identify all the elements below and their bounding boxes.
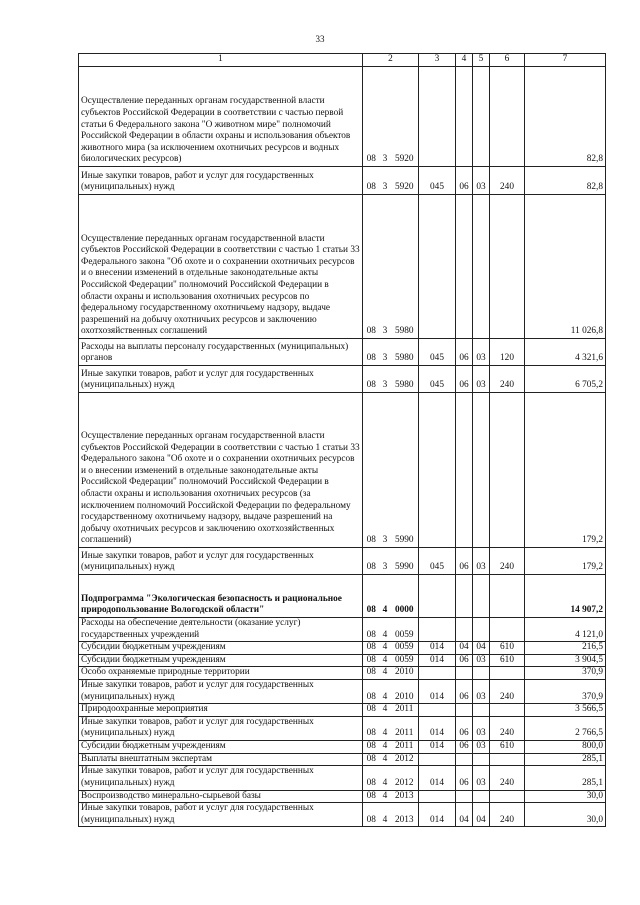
code-section: 08 (363, 548, 380, 575)
code-expense-type: 120 (490, 339, 525, 366)
code-section: 08 (363, 667, 380, 680)
code-section: 08 (363, 67, 380, 167)
code-direction: 2011 (391, 704, 419, 717)
code-section: 08 (363, 195, 380, 339)
code-section: 08 (363, 704, 380, 717)
code-expense-type (490, 67, 525, 167)
table-body (79, 67, 606, 827)
row-name: Осуществление переданных органам государственной власти субъектов Российской Федерации в соответствии с частью 1 статьи 33 Федерального закона "Об охоте и о сохранении охотничьих ресурсов и о внесении изменений в отдельные законодательные акты Российской Федерации" полномочий Российской Федерации в области охраны и использования охотничьих ресурсов (за исключением полномочий Российской Федерации по федеральному государственному охотничьему надзору, выдаче разрешений на добычу охотничьих ресурсов и заключению охотхозяйственных соглашений) (79, 393, 363, 548)
code-division (456, 195, 473, 339)
code-expense-type (490, 618, 525, 642)
row-amount: 370,9 (525, 680, 606, 704)
table-row (79, 790, 606, 803)
row-amount: 30,0 (525, 790, 606, 803)
row-amount: 6 705,2 (525, 366, 606, 393)
code-admin (419, 195, 456, 339)
code-admin: 014 (419, 716, 456, 740)
table-row (79, 667, 606, 680)
row-name: Иные закупки товаров, работ и услуг для государственных (муниципальных) нужд (79, 716, 363, 740)
row-name: Иные закупки товаров, работ и услуг для государственных (муниципальных) нужд (79, 680, 363, 704)
row-amount: 179,2 (525, 548, 606, 575)
code-subdivision: 03 (473, 366, 490, 393)
code-direction: 5920 (391, 167, 419, 195)
code-division (456, 790, 473, 803)
table-row (79, 618, 606, 642)
code-subdivision (473, 195, 490, 339)
row-name: Осуществление переданных органам государственной власти субъектов Российской Федерации в соответствии с частью первой статьи 6 Федерального закона "О животном мире" полномочий Российской Федерации в области охраны и использования объектов животного мира (за исключением охотничьих ресурсов и водных биологических ресурсов) (79, 67, 363, 167)
code-subprogram: 3 (380, 167, 391, 195)
code-expense-type (490, 753, 525, 766)
code-section: 08 (363, 716, 380, 740)
table-row (79, 803, 606, 827)
table-header-row (79, 54, 606, 67)
code-expense-type: 240 (490, 548, 525, 575)
code-division: 06 (456, 680, 473, 704)
row-amount: 3 566,5 (525, 704, 606, 717)
code-subdivision (473, 753, 490, 766)
code-subprogram: 3 (380, 67, 391, 167)
code-subdivision: 03 (473, 548, 490, 575)
table-row (79, 704, 606, 717)
code-subdivision: 03 (473, 680, 490, 704)
code-subprogram: 4 (380, 741, 391, 754)
row-amount: 216,5 (525, 642, 606, 655)
code-direction: 0059 (391, 642, 419, 655)
row-amount: 285,1 (525, 766, 606, 790)
code-direction: 5980 (391, 366, 419, 393)
code-subdivision: 03 (473, 167, 490, 195)
code-subprogram: 3 (380, 366, 391, 393)
code-division (456, 393, 473, 548)
code-admin (419, 704, 456, 717)
code-section: 08 (363, 803, 380, 827)
code-expense-type: 240 (490, 766, 525, 790)
code-admin: 014 (419, 654, 456, 667)
code-direction: 0000 (391, 575, 419, 618)
code-direction: 2013 (391, 790, 419, 803)
code-subdivision (473, 790, 490, 803)
row-name: Иные закупки товаров, работ и услуг для государственных (муниципальных) нужд (79, 548, 363, 575)
code-subprogram: 4 (380, 753, 391, 766)
code-expense-type: 610 (490, 741, 525, 754)
code-section: 08 (363, 654, 380, 667)
row-amount: 370,9 (525, 667, 606, 680)
code-direction: 5980 (391, 195, 419, 339)
row-name: Иные закупки товаров, работ и услуг для государственных (муниципальных) нужд (79, 366, 363, 393)
code-subprogram: 3 (380, 339, 391, 366)
code-section: 08 (363, 618, 380, 642)
row-name: Иные закупки товаров, работ и услуг для государственных (муниципальных) нужд (79, 167, 363, 195)
code-admin (419, 575, 456, 618)
row-amount: 3 904,5 (525, 654, 606, 667)
table-row (79, 741, 606, 754)
row-amount: 2 766,5 (525, 716, 606, 740)
table-row (79, 366, 606, 393)
code-expense-type (490, 575, 525, 618)
code-expense-type: 240 (490, 167, 525, 195)
row-amount: 4 321,6 (525, 339, 606, 366)
code-admin: 014 (419, 766, 456, 790)
code-subprogram: 4 (380, 803, 391, 827)
column-header: 2 (363, 54, 419, 67)
code-division: 04 (456, 642, 473, 655)
code-direction: 2011 (391, 716, 419, 740)
code-section: 08 (363, 790, 380, 803)
code-direction: 5980 (391, 339, 419, 366)
row-amount: 82,8 (525, 167, 606, 195)
code-subprogram: 4 (380, 575, 391, 618)
code-direction: 2010 (391, 667, 419, 680)
code-direction: 0059 (391, 618, 419, 642)
code-division: 06 (456, 716, 473, 740)
code-expense-type (490, 790, 525, 803)
row-name: Субсидии бюджетным учреждениям (79, 741, 363, 754)
code-section: 08 (363, 393, 380, 548)
code-section: 08 (363, 680, 380, 704)
code-subprogram: 3 (380, 548, 391, 575)
code-admin: 045 (419, 548, 456, 575)
code-subdivision: 03 (473, 654, 490, 667)
code-subdivision: 03 (473, 339, 490, 366)
code-direction: 2013 (391, 803, 419, 827)
table-row (79, 753, 606, 766)
code-direction: 2012 (391, 753, 419, 766)
code-subprogram: 4 (380, 704, 391, 717)
code-expense-type: 240 (490, 366, 525, 393)
code-subprogram: 4 (380, 766, 391, 790)
code-division (456, 67, 473, 167)
table-row (79, 339, 606, 366)
code-subdivision (473, 67, 490, 167)
row-amount: 800,0 (525, 741, 606, 754)
code-admin (419, 667, 456, 680)
table-row (79, 642, 606, 655)
row-amount: 30,0 (525, 803, 606, 827)
code-section: 08 (363, 575, 380, 618)
code-direction: 2011 (391, 741, 419, 754)
code-expense-type: 240 (490, 803, 525, 827)
column-header: 6 (490, 54, 525, 67)
code-division: 06 (456, 766, 473, 790)
code-subdivision (473, 393, 490, 548)
row-name: Субсидии бюджетным учреждениям (79, 654, 363, 667)
page-number: 33 (315, 34, 325, 44)
code-subprogram: 4 (380, 654, 391, 667)
code-expense-type: 240 (490, 680, 525, 704)
table-row (79, 766, 606, 790)
column-header: 7 (525, 54, 606, 67)
code-subprogram: 4 (380, 667, 391, 680)
code-section: 08 (363, 753, 380, 766)
code-section: 08 (363, 741, 380, 754)
code-division (456, 667, 473, 680)
code-expense-type: 610 (490, 642, 525, 655)
code-admin: 014 (419, 741, 456, 754)
code-division: 06 (456, 339, 473, 366)
column-header: 3 (419, 54, 456, 67)
code-admin: 014 (419, 642, 456, 655)
code-subdivision (473, 704, 490, 717)
code-subdivision (473, 667, 490, 680)
code-division: 06 (456, 548, 473, 575)
code-subdivision: 04 (473, 803, 490, 827)
code-admin (419, 67, 456, 167)
row-amount: 14 907,2 (525, 575, 606, 618)
code-subdivision: 03 (473, 766, 490, 790)
table-row (79, 67, 606, 167)
code-division (456, 753, 473, 766)
code-division: 04 (456, 803, 473, 827)
code-direction: 5990 (391, 548, 419, 575)
code-division (456, 575, 473, 618)
table-row (79, 167, 606, 195)
code-direction: 2012 (391, 766, 419, 790)
code-direction: 0059 (391, 654, 419, 667)
code-expense-type (490, 393, 525, 548)
row-name: Природоохранные мероприятия (79, 704, 363, 717)
row-amount: 11 026,8 (525, 195, 606, 339)
table-row (79, 716, 606, 740)
row-name: Выплаты внештатным экспертам (79, 753, 363, 766)
table-row (79, 393, 606, 548)
code-division: 06 (456, 167, 473, 195)
code-subprogram: 4 (380, 618, 391, 642)
code-expense-type: 610 (490, 654, 525, 667)
code-admin (419, 790, 456, 803)
code-subdivision (473, 618, 490, 642)
row-amount: 82,8 (525, 67, 606, 167)
code-subdivision: 03 (473, 741, 490, 754)
code-subdivision (473, 575, 490, 618)
table-row (79, 680, 606, 704)
code-expense-type (490, 704, 525, 717)
code-subdivision: 03 (473, 716, 490, 740)
code-admin: 045 (419, 339, 456, 366)
code-subdivision: 04 (473, 642, 490, 655)
table-row (79, 548, 606, 575)
code-division (456, 618, 473, 642)
table-row (79, 195, 606, 339)
row-name: Расходы на обеспечение деятельности (оказание услуг) государственных учреждений (79, 618, 363, 642)
row-name: Расходы на выплаты персоналу государственных (муниципальных) органов (79, 339, 363, 366)
row-amount: 4 121,0 (525, 618, 606, 642)
code-admin: 045 (419, 366, 456, 393)
code-admin: 014 (419, 803, 456, 827)
row-name: Субсидии бюджетным учреждениям (79, 642, 363, 655)
code-expense-type (490, 195, 525, 339)
table-row (79, 575, 606, 618)
code-division: 06 (456, 366, 473, 393)
code-section: 08 (363, 339, 380, 366)
code-subprogram: 3 (380, 393, 391, 548)
code-division: 06 (456, 741, 473, 754)
row-name: Особо охраняемые природные территории (79, 667, 363, 680)
code-direction: 2010 (391, 680, 419, 704)
row-name: Подпрограмма "Экологическая безопасность и рациональное природопользование Вологодской области" (79, 575, 363, 618)
code-subprogram: 4 (380, 716, 391, 740)
table-row (79, 654, 606, 667)
code-subprogram: 4 (380, 790, 391, 803)
column-header: 1 (79, 54, 363, 67)
code-admin (419, 753, 456, 766)
code-section: 08 (363, 766, 380, 790)
code-admin (419, 393, 456, 548)
row-amount: 179,2 (525, 393, 606, 548)
row-name: Осуществление переданных органам государственной власти субъектов Российской Федерации в соответствии с частью 1 статьи 33 Федерального закона "Об охоте и о сохранении охотничьих ресурсов и о внесении изменений в отдельные законодательные акты Российской Федерации" полномочий Российской Федерации в области охраны и использования охотничьих ресурсов по федеральному государственному охотничьему надзору, выдаче разрешений на добычу охотничьих ресурсов и заключению охотхозяйственных соглашений (79, 195, 363, 339)
code-admin (419, 618, 456, 642)
column-header: 4 (456, 54, 473, 67)
code-subprogram: 4 (380, 642, 391, 655)
code-subprogram: 3 (380, 195, 391, 339)
code-division (456, 704, 473, 717)
code-expense-type (490, 667, 525, 680)
row-name: Воспроизводство минерально-сырьевой базы (79, 790, 363, 803)
row-name: Иные закупки товаров, работ и услуг для государственных (муниципальных) нужд (79, 803, 363, 827)
row-name: Иные закупки товаров, работ и услуг для государственных (муниципальных) нужд (79, 766, 363, 790)
code-admin: 014 (419, 680, 456, 704)
code-direction: 5990 (391, 393, 419, 548)
code-section: 08 (363, 642, 380, 655)
row-amount: 285,1 (525, 753, 606, 766)
code-section: 08 (363, 366, 380, 393)
code-admin: 045 (419, 167, 456, 195)
code-direction: 5920 (391, 67, 419, 167)
code-expense-type: 240 (490, 716, 525, 740)
code-subprogram: 4 (380, 680, 391, 704)
budget-table (78, 53, 606, 827)
code-division: 06 (456, 654, 473, 667)
column-header: 5 (473, 54, 490, 67)
code-section: 08 (363, 167, 380, 195)
